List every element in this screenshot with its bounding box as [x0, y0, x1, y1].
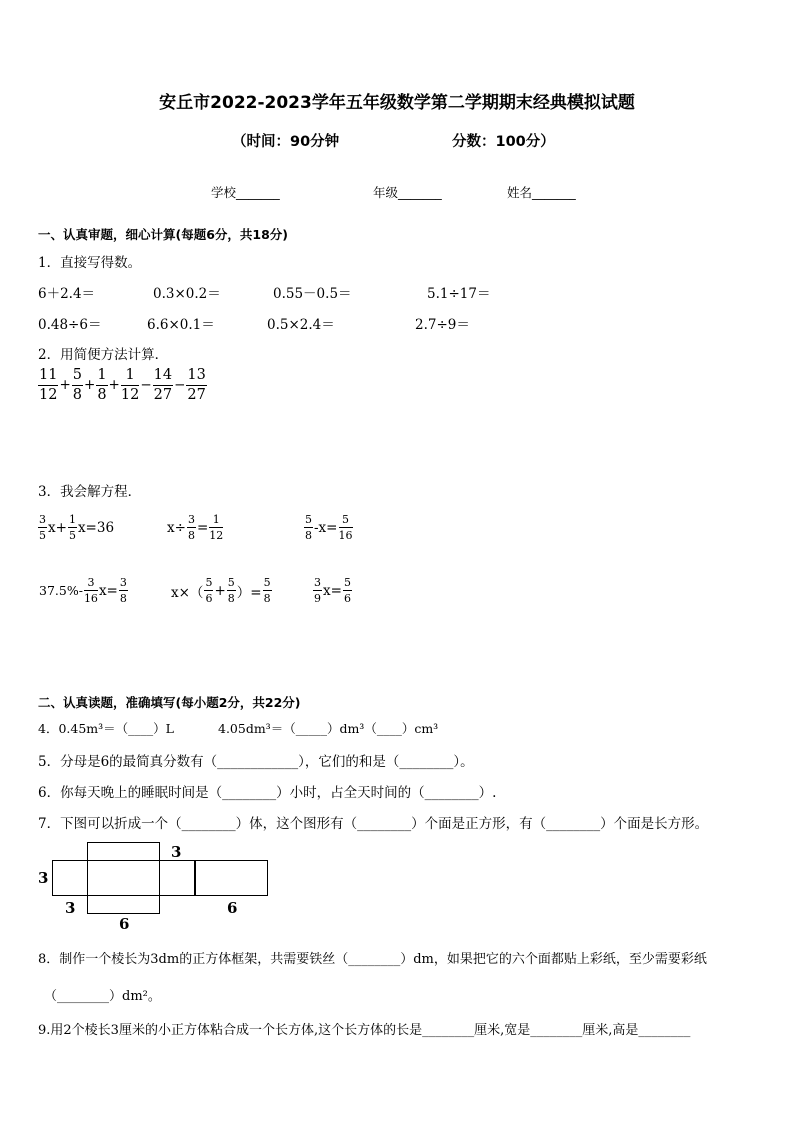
- label-bottom-left: 3: [65, 899, 76, 917]
- total-score: 分数：100分）: [452, 134, 555, 150]
- label-bottom-mid: 6: [119, 915, 130, 933]
- fraction: $\frac{1}{12}$: [120, 367, 140, 403]
- q7: 7．下图可以折成一个（________）体，这个图形有（________）个面是正方形，有（________）个面是长方形。: [38, 816, 709, 832]
- q3-equation-5: x×（ $\frac{5}{6}$ + $\frac{5}{8}$ ）= $\frac{5}{8}$: [171, 576, 271, 605]
- q3-equation-4: 37.5%- $\frac{3}{16}$ x= $\frac{3}{8}$: [39, 576, 127, 605]
- label-top: 3: [171, 843, 182, 861]
- section2-heading: 二、认真读题，准确填写(每小题2分，共22分): [38, 695, 301, 710]
- section1-heading: 一、认真审题，细心计算(每题6分，共18分): [38, 227, 289, 242]
- label-left: 3: [38, 869, 49, 887]
- q1-item: 5.1÷17＝: [427, 286, 491, 302]
- q2-expression: $\frac{11}{12}$ + $\frac{5}{8}$ + $\frac{1}{8}$ + $\frac{1}{12}$ − $\frac{14}{27}$ − $\frac{13}{27}$: [39, 367, 206, 403]
- q1-title: 1．直接写得数。: [38, 255, 142, 271]
- q2-title: 2．用简便方法计算．: [38, 347, 169, 363]
- page-title: 安丘市2022-2023学年五年级数学第二学期期末经典模拟试题: [159, 93, 635, 113]
- net-face-bottom: [87, 895, 160, 914]
- school-field[interactable]: 学校_______: [211, 185, 280, 200]
- fraction: $\frac{13}{27}$: [187, 367, 206, 403]
- q3-equation-2: x÷ $\frac{3}{8}$ = $\frac{1}{12}$: [167, 513, 224, 542]
- q5: 5．分母是6的最简真分数有（____________），它们的和是（________）。: [38, 754, 474, 770]
- q3-equation-1: $\frac{3}{5}$ x+ $\frac{1}{5}$ x=36: [39, 513, 115, 542]
- grade-field[interactable]: 年级_______: [373, 185, 442, 200]
- net-face-center: [87, 860, 160, 896]
- q1-item: 0.48÷6＝: [38, 317, 102, 333]
- label-bottom-right: 6: [227, 899, 238, 917]
- q3-title: 3．我会解方程．: [38, 484, 142, 500]
- q6: 6．你每天晚上的睡眠时间是（________）小时，占全天时间的（________）.: [38, 785, 497, 801]
- fraction: $\frac{5}{8}$: [72, 367, 82, 403]
- fraction: $\frac{14}{27}$: [153, 367, 173, 403]
- q3-equation-6: $\frac{3}{9}$ x= $\frac{5}{6}$: [314, 576, 351, 605]
- q1-item: 0.55－0.5＝: [273, 286, 352, 302]
- net-face-left: [52, 860, 88, 896]
- q1-item: 2.7÷9＝: [415, 317, 470, 333]
- net-face-right-rect: [194, 860, 268, 896]
- q1-item: 6.6×0.1＝: [147, 317, 215, 333]
- name-field[interactable]: 姓名_______: [507, 185, 576, 200]
- q8-line-2: （________）dm²。: [44, 989, 161, 1004]
- q3-equation-3: $\frac{5}{8}$ -x= $\frac{5}{16}$: [305, 513, 353, 542]
- fraction: $\frac{1}{8}$: [97, 367, 107, 403]
- net-face-top: [87, 842, 160, 861]
- q9: 9.用2个棱长3厘米的小正方体粘合成一个长方体,这个长方体的长是________厘米,宽是________厘米,高是________: [38, 1023, 691, 1038]
- cuboid-net-figure: [32, 840, 282, 935]
- q1-item: 0.3×0.2＝: [153, 286, 221, 302]
- net-face-right-square: [159, 860, 195, 896]
- fraction: $\frac{11}{12}$: [39, 367, 58, 403]
- q4-part-b: 4.05dm³＝（_____）dm³（____）cm³: [218, 721, 439, 736]
- q8-line-1: 8．制作一个棱长为3dm的正方体框架，共需要铁丝（________）dm，如果把它的六个面都贴上彩纸，至少需要彩纸: [38, 952, 707, 967]
- time-limit: （时间：90分钟: [232, 134, 340, 150]
- q1-item: 6＋2.4＝: [38, 286, 96, 302]
- q4-part-a: 4．0.45m³＝（____）L: [38, 721, 174, 736]
- q1-item: 0.5×2.4＝: [267, 317, 335, 333]
